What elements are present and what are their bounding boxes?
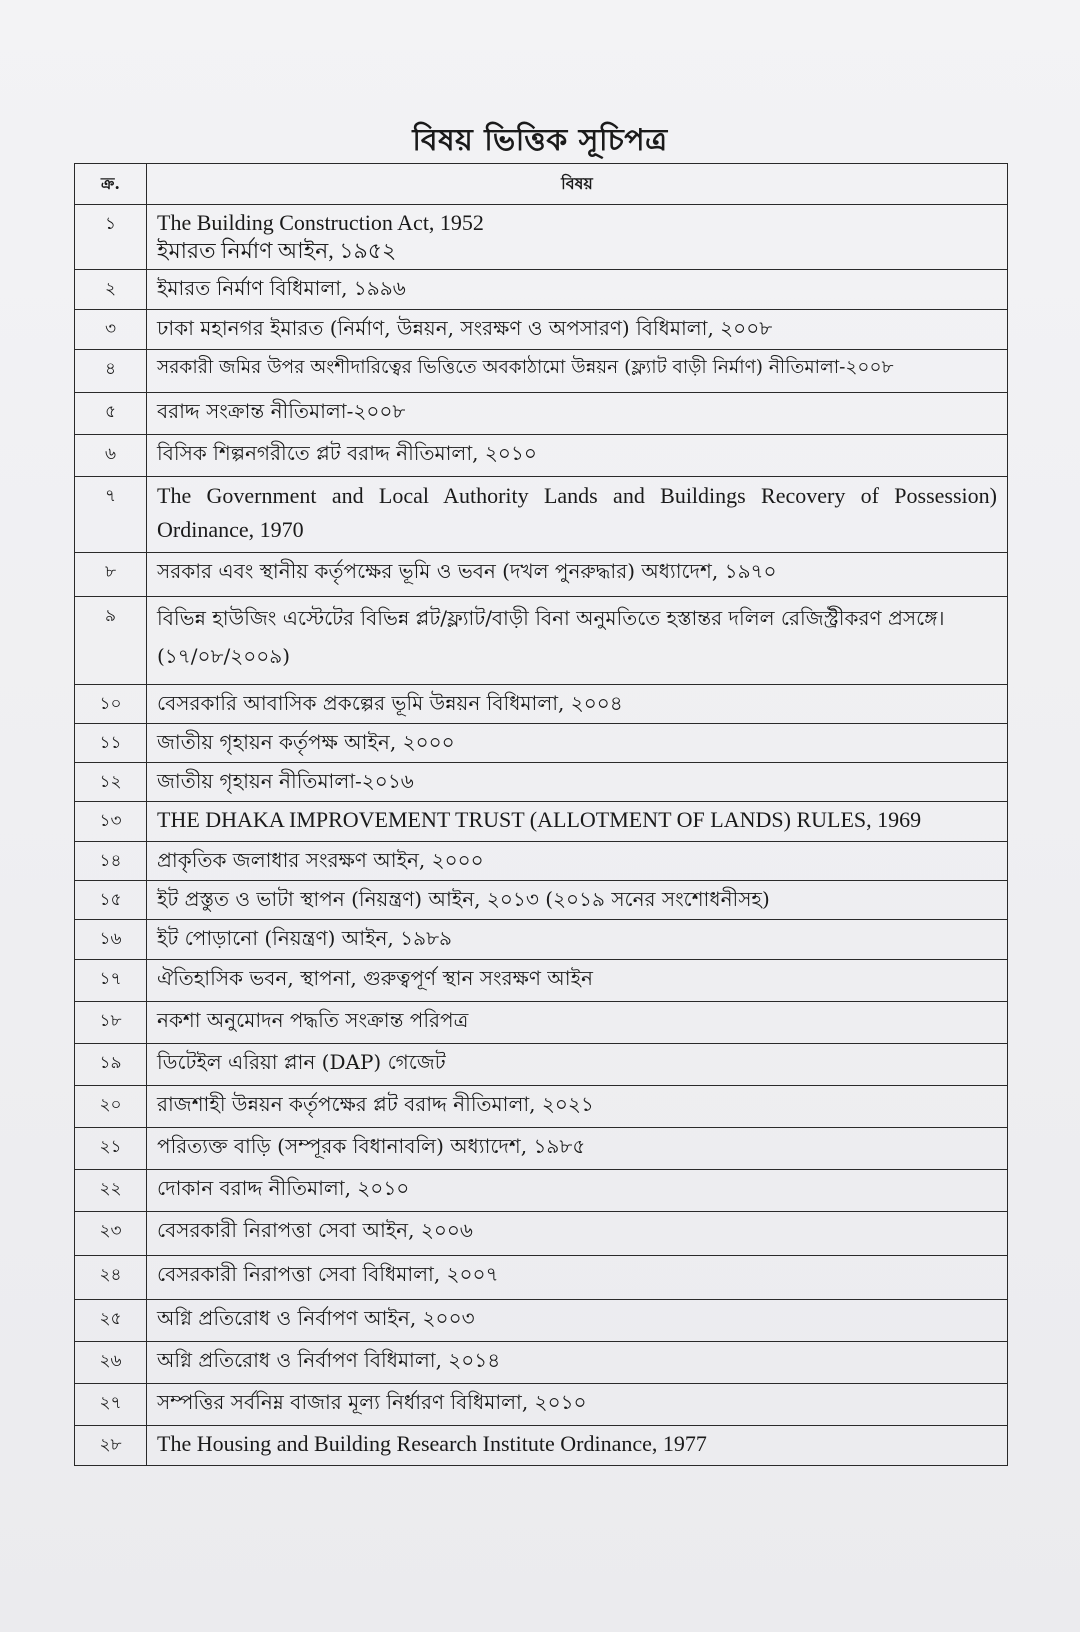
header-subject: বিষয় xyxy=(147,164,1008,205)
table-row xyxy=(75,1044,1008,1086)
row-number: ১৭ xyxy=(75,960,147,1002)
row-number: ১৩ xyxy=(75,802,147,842)
table-row xyxy=(75,1300,1008,1342)
row-subject: নকশা অনুমোদন পদ্ধতি সংক্রান্ত পরিপত্র xyxy=(147,1002,1008,1044)
table-header-row xyxy=(75,164,1008,205)
row-subject: ইমারত নির্মাণ বিধিমালা, ১৯৯৬ xyxy=(147,270,1008,310)
row-number: ৫ xyxy=(75,393,147,435)
row-number: ১৬ xyxy=(75,920,147,960)
row-number: ৬ xyxy=(75,435,147,477)
row-subject: The Government and Local Authority Lands and Buildings Recovery of Possession) Ordinance, 1970 xyxy=(147,477,1008,553)
row-number: ২১ xyxy=(75,1128,147,1170)
table-row xyxy=(75,685,1008,724)
table-row xyxy=(75,1086,1008,1128)
table-row xyxy=(75,270,1008,310)
row-subject: সরকার এবং স্থানীয় কর্তৃপক্ষের ভূমি ও ভবন (দখল পুনরুদ্ধার) অধ্যাদেশ, ১৯৭০ xyxy=(147,553,1008,597)
table-row xyxy=(75,1128,1008,1170)
table-row xyxy=(75,1212,1008,1256)
table-of-contents xyxy=(74,163,1008,1466)
table-row xyxy=(75,881,1008,920)
row-number: ১১ xyxy=(75,724,147,763)
row-subject: বিসিক শিল্পনগরীতে প্লট বরাদ্দ নীতিমালা, ২০১০ xyxy=(147,435,1008,477)
row-number: ২৭ xyxy=(75,1384,147,1426)
table-row xyxy=(75,1342,1008,1384)
row-subject: অগ্নি প্রতিরোধ ও নির্বাপণ আইন, ২০০৩ xyxy=(147,1300,1008,1342)
row-subject: ঐতিহাসিক ভবন, স্থাপনা, গুরুত্বপূর্ণ স্থান সংরক্ষণ আইন xyxy=(147,960,1008,1002)
row-number: ২৬ xyxy=(75,1342,147,1384)
row-number: ১ xyxy=(75,205,147,270)
row-number: ৮ xyxy=(75,553,147,597)
row-number: ১২ xyxy=(75,763,147,802)
table-row xyxy=(75,477,1008,553)
row-number: ৩ xyxy=(75,310,147,350)
table-row xyxy=(75,802,1008,842)
row-subject: ডিটেইল এরিয়া প্লান (DAP) গেজেট xyxy=(147,1044,1008,1086)
row-subject: ঢাকা মহানগর ইমারত (নির্মাণ, উন্নয়ন, সংরক্ষণ ও অপসারণ) বিধিমালা, ২০০৮ xyxy=(147,310,1008,350)
row-subject: বরাদ্দ সংক্রান্ত নীতিমালা-২০০৮ xyxy=(147,393,1008,435)
table-row xyxy=(75,724,1008,763)
row-number: ১৫ xyxy=(75,881,147,920)
row-subject: THE DHAKA IMPROVEMENT TRUST (ALLOTMENT OF LANDS) RULES, 1969 xyxy=(147,802,1008,842)
row-number: ২৮ xyxy=(75,1426,147,1466)
table-row xyxy=(75,1384,1008,1426)
row-subject: The Building Construction Act, 1952 ইমারত নির্মাণ আইন, ১৯৫২ xyxy=(147,205,1008,270)
row-number: ২৩ xyxy=(75,1212,147,1256)
table-row xyxy=(75,1426,1008,1466)
row-subject: পরিত্যক্ত বাড়ি (সম্পূরক বিধানাবলি) অধ্যাদেশ, ১৯৮৫ xyxy=(147,1128,1008,1170)
row-number: ১৪ xyxy=(75,842,147,881)
table-row xyxy=(75,393,1008,435)
header-number: ক্র. xyxy=(75,164,147,205)
row-subject: ইট পোড়ানো (নিয়ন্ত্রণ) আইন, ১৯৮৯ xyxy=(147,920,1008,960)
row-subject: জাতীয় গৃহায়ন নীতিমালা-২০১৬ xyxy=(147,763,1008,802)
table-row xyxy=(75,1256,1008,1300)
row-number: ২৫ xyxy=(75,1300,147,1342)
row-subject: The Housing and Building Research Institute Ordinance, 1977 xyxy=(147,1426,1008,1466)
row-number: ২২ xyxy=(75,1170,147,1212)
table-row xyxy=(75,960,1008,1002)
table-row xyxy=(75,597,1008,685)
row-subject: বেসরকারি আবাসিক প্রকল্পের ভূমি উন্নয়ন বিধিমালা, ২০০৪ xyxy=(147,685,1008,724)
table-row xyxy=(75,763,1008,802)
row-subject: রাজশাহী উন্নয়ন কর্তৃপক্ষের প্লট বরাদ্দ নীতিমালা, ২০২১ xyxy=(147,1086,1008,1128)
row-subject: বেসরকারী নিরাপত্তা সেবা বিধিমালা, ২০০৭ xyxy=(147,1256,1008,1300)
table-row xyxy=(75,1170,1008,1212)
row-subject: প্রাকৃতিক জলাধার সংরক্ষণ আইন, ২০০০ xyxy=(147,842,1008,881)
table-row xyxy=(75,1002,1008,1044)
table-row xyxy=(75,350,1008,393)
row-subject: সম্পত্তির সর্বনিম্ন বাজার মূল্য নির্ধারণ বিধিমালা, ২০১০ xyxy=(147,1384,1008,1426)
table-row xyxy=(75,205,1008,270)
row-number: ৯ xyxy=(75,597,147,685)
row-number: ২০ xyxy=(75,1086,147,1128)
row-subject: ইট প্রস্তুত ও ভাটা স্থাপন (নিয়ন্ত্রণ) আইন, ২০১৩ (২০১৯ সনের সংশোধনীসহ) xyxy=(147,881,1008,920)
table-row xyxy=(75,920,1008,960)
row-subject: দোকান বরাদ্দ নীতিমালা, ২০১০ xyxy=(147,1170,1008,1212)
document-title: বিষয় ভিত্তিক সূচিপত্র xyxy=(412,123,668,158)
row-subject: জাতীয় গৃহায়ন কর্তৃপক্ষ আইন, ২০০০ xyxy=(147,724,1008,763)
row-subject: বিভিন্ন হাউজিং এস্টেটের বিভিন্ন প্লট/ফ্ল্যাট/বাড়ী বিনা অনুমতিতে হস্তান্তর দলিল রেজিস্ট্রীকরণ প্রসঙ্গে। (১৭/০৮/২০০৯) xyxy=(147,597,1008,685)
row-subject: অগ্নি প্রতিরোধ ও নির্বাপণ বিধিমালা, ২০১৪ xyxy=(147,1342,1008,1384)
row-number: ১৮ xyxy=(75,1002,147,1044)
table-row xyxy=(75,310,1008,350)
row-subject: সরকারী জমির উপর অংশীদারিত্বের ভিত্তিতে অবকাঠামো উন্নয়ন (ফ্ল্যাট বাড়ী নির্মাণ) নীতিমালা-২০০৮ xyxy=(147,350,1008,393)
table-row xyxy=(75,842,1008,881)
row-subject: বেসরকারী নিরাপত্তা সেবা আইন, ২০০৬ xyxy=(147,1212,1008,1256)
table-row xyxy=(75,553,1008,597)
row-number: ২৪ xyxy=(75,1256,147,1300)
row-number: ১০ xyxy=(75,685,147,724)
row-number: ৪ xyxy=(75,350,147,393)
row-number: ২ xyxy=(75,270,147,310)
row-number: ১৯ xyxy=(75,1044,147,1086)
row-number: ৭ xyxy=(75,477,147,553)
table-row xyxy=(75,435,1008,477)
